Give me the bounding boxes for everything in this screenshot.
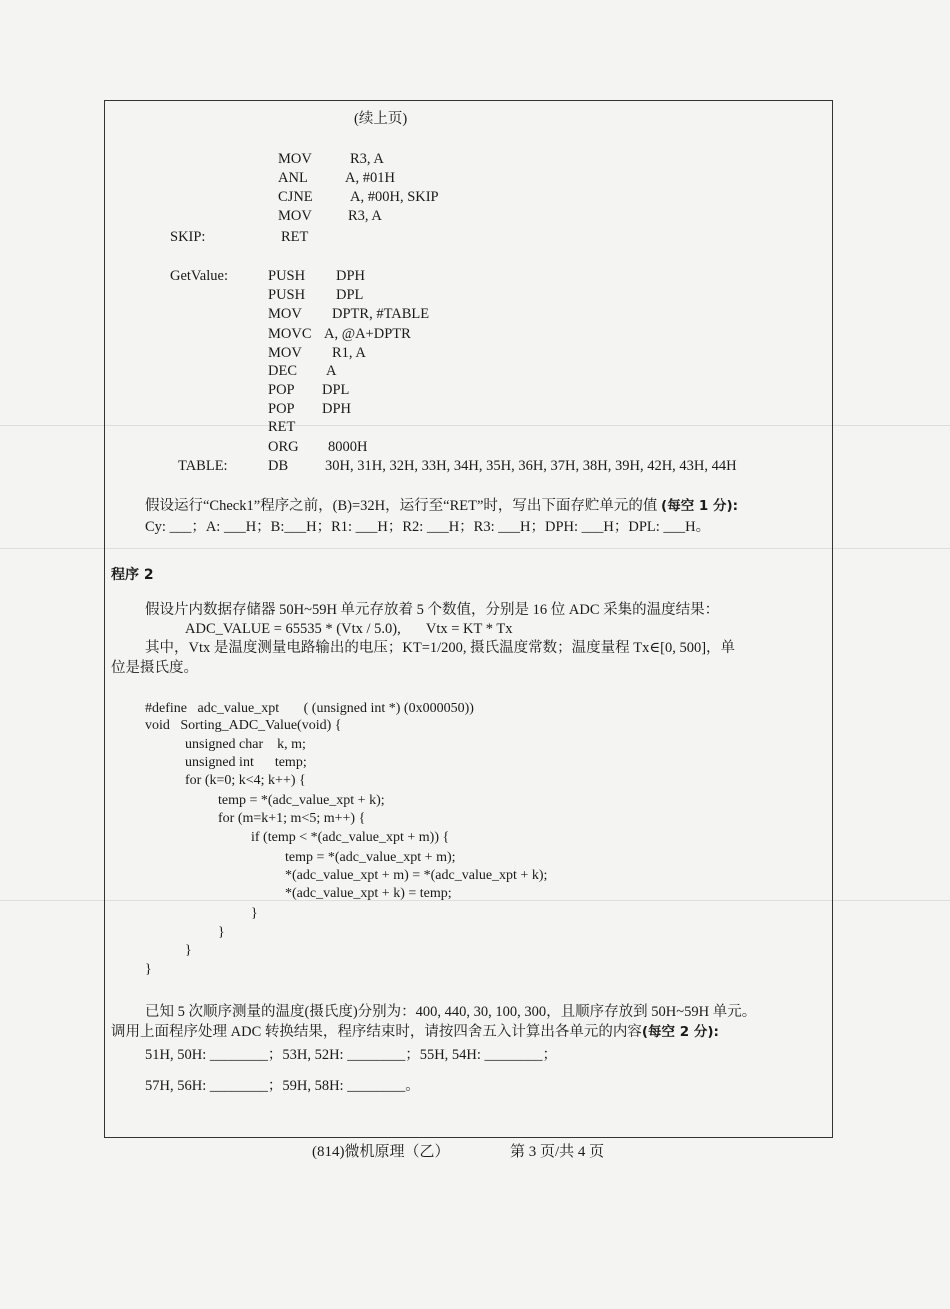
code-line: unsigned int temp; xyxy=(185,755,307,770)
program2-title: 程序 2 xyxy=(111,567,154,583)
program2-p2: 其中，Vtx 是温度测量电路输出的电压；KT=1/200, 摄氏温度常数；温度量程 Tx∈[0, 500]，单 xyxy=(145,640,736,656)
asm-op: MOVC xyxy=(268,326,312,342)
asm-op: PUSH xyxy=(268,268,306,284)
code-line: *(adc_value_xpt + k) = temp; xyxy=(285,886,452,901)
code-line: *(adc_value_xpt + m) = *(adc_value_xpt + k); xyxy=(285,868,548,883)
asm-arg: R1, A xyxy=(332,345,366,361)
asm-arg: DPL xyxy=(322,382,350,398)
program2-formula: ADC_VALUE = 65535 * (Vtx / 5.0), Vtx = KT * Tx xyxy=(185,621,513,637)
code-line: for (m=k+1; m<5; m++) { xyxy=(218,811,366,826)
q2-line3: 51H, 50H: ________；53H, 52H: ________；55H, 54H: ________； xyxy=(145,1047,558,1063)
asm-op: DB xyxy=(268,458,289,474)
footer-page: 第 3 页/共 4 页 xyxy=(510,1144,605,1160)
footer-course: (814)微机原理（乙） xyxy=(312,1144,450,1160)
asm-op: RET xyxy=(268,419,296,435)
asm-label: TABLE: xyxy=(178,458,228,474)
code-line: } xyxy=(145,962,152,977)
code-line: unsigned char k, m; xyxy=(185,737,306,752)
code-line: for (k=0; k<4; k++) { xyxy=(185,773,306,788)
asm-label: SKIP: xyxy=(170,229,206,245)
asm-arg: A, @A+DPTR xyxy=(324,326,411,342)
asm-arg: A, #01H xyxy=(345,170,395,186)
code-line: } xyxy=(251,906,258,921)
q2-line1: 已知 5 次顺序测量的温度(摄氏度)分别为：400, 440, 30, 100, 300，且顺序存放到 50H~59H 单元。 xyxy=(145,1004,757,1020)
asm-arg: R3, A xyxy=(348,208,382,224)
asm-label: GetValue: xyxy=(170,268,228,284)
asm-op: PUSH xyxy=(268,287,306,303)
code-line: if (temp < *(adc_value_xpt + m)) { xyxy=(251,830,450,845)
code-line: #define adc_value_xpt ( (unsigned int *) (0x000050)) xyxy=(145,701,474,716)
asm-arg: DPH xyxy=(336,268,366,284)
asm-op: POP xyxy=(268,382,295,398)
asm-op: MOV xyxy=(278,208,312,224)
q1-line2: Cy: ___；A: ___H；B:___H；R1: ___H；R2: ___H；R3: ___H；DPH: ___H；DPL: ___H。 xyxy=(145,519,711,535)
code-line: temp = *(adc_value_xpt + k); xyxy=(218,793,385,808)
asm-op: POP xyxy=(268,401,295,417)
asm-arg: A, #00H, SKIP xyxy=(350,189,439,205)
q1-text: 假设运行“Check1”程序之前，(B)=32H，运行至“RET”时，写出下面存贮单元的值 xyxy=(145,498,662,514)
code-line: } xyxy=(218,925,225,940)
q1-line1 xyxy=(145,496,738,516)
q2-text: 调用上面程序处理 ADC 转换结果，程序结束时，请按四舍五入计算出各单元的内容 xyxy=(111,1024,642,1040)
asm-arg: DPTR, #TABLE xyxy=(332,306,430,322)
q2-line2 xyxy=(111,1022,719,1042)
q2-score: (每空 2 分): xyxy=(641,1024,719,1040)
asm-arg: R3, A xyxy=(350,151,384,167)
asm-op: MOV xyxy=(278,151,312,167)
asm-op: ANL xyxy=(278,170,308,186)
code-line: void Sorting_ADC_Value(void) { xyxy=(145,718,342,733)
code-line: temp = *(adc_value_xpt + m); xyxy=(285,850,456,865)
asm-op: CJNE xyxy=(278,189,313,205)
asm-op: MOV xyxy=(268,306,302,322)
asm-op: MOV xyxy=(268,345,302,361)
asm-op: ORG xyxy=(268,439,299,455)
q1-score: (每空 1 分): xyxy=(661,498,739,514)
program2-p1: 假设片内数据存储器 50H~59H 单元存放着 5 个数值，分别是 16 位 ADC 采集的温度结果： xyxy=(145,602,720,618)
continued-label: (续上页) xyxy=(354,111,408,127)
asm-op: RET xyxy=(281,229,309,245)
asm-arg: DPL xyxy=(336,287,364,303)
q2-line4: 57H, 56H: ________；59H, 58H: ________。 xyxy=(145,1078,420,1094)
asm-op: DEC xyxy=(268,363,297,379)
asm-arg: 8000H xyxy=(328,439,368,455)
asm-arg: DPH xyxy=(322,401,352,417)
code-line: } xyxy=(185,943,192,958)
asm-arg: A xyxy=(326,363,337,379)
program2-p3: 位是摄氏度。 xyxy=(111,660,198,676)
asm-arg: 30H, 31H, 32H, 33H, 34H, 35H, 36H, 37H, 38H, 39H, 42H, 43H, 44H xyxy=(325,458,737,474)
